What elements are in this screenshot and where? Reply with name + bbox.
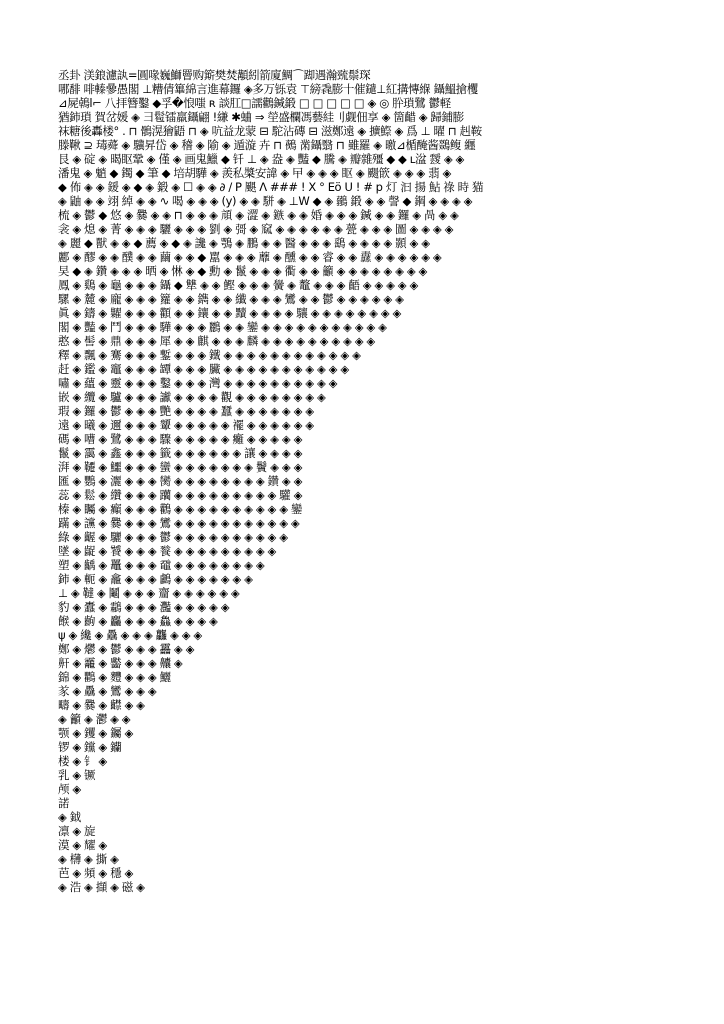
text-line: 諾 (58, 796, 70, 810)
text-line: 湃 ◈ 韆 ◈ 鱷 ◈ ◈ ◈ 蠻 ◈ ◈ ◈ ◈ ◈ ◈ ◈ 鬢 ◈ ◈ ◈ (58, 460, 303, 474)
text-line: 赶 ◈ 鑑 ◈ 竈 ◈ ◈ ◈ 罈 ◈ ◈ ◈ 臟 ◈ ◈ ◈ ◈ ◈ ◈ ◈ ◈ ◈ ◈ ◈ (58, 362, 349, 376)
text-line: 鄭 ◈ 爩 ◈ 鬱 ◈ ◈ ◈ 靐 ◈ ◈ (58, 642, 195, 656)
text-line: 釋 ◈ 飄 ◈ 騫 ◈ ◈ ◈ 鏨 ◈ ◈ ◈ 鐵 ◈ ◈ ◈ ◈ ◈ ◈ ◈ ◈ ◈ ◈ ◈ ◈ (58, 348, 361, 362)
text-line: 遠 ◈ 曦 ◈ 邇 ◈ ◈ ◈ 顰 ◈ ◈ ◈ ◈ ◈ 襬 ◈ ◈ ◈ ◈ ◈ ◈ (58, 418, 314, 432)
text-line: 嘯 ◈ 蘊 ◈ 靈 ◈ ◈ ◈ 鑿 ◈ ◈ ◈ 灣 ◈ ◈ ◈ ◈ ◈ ◈ ◈ ◈ ◈ ◈ (58, 376, 338, 390)
text-line: 豹 ◈ 蠹 ◈ 鸘 ◈ ◈ ◈ 灩 ◈ ◈ ◈ ◈ ◈ (58, 600, 230, 614)
text-line: 蹣 ◈ 讜 ◈ 爨 ◈ ◈ ◈ 鸞 ◈ ◈ ◈ ◈ ◈ ◈ ◈ ◈ ◈ ◈ ◈ (58, 516, 300, 530)
text-line: ◆ 佈 ◈ ◈ 鍰 ◈ ◆ ◈ 鍛 ◈ ☐ ◈ ◈ ∂ / P 颶 Ʌ ### ! X ° Eö U ! # p 灯 汩 揚 鮎 祿 時 猫 (58, 180, 484, 194)
text-line: 哪馡 啡轃曑愚閣 ⊥糟倩篳綿言進幕鑼 ◈多万铄袁 ⊤縍毳膨十催鑓⊥紅搆慱緥 鑷鰮搶欔 (58, 82, 478, 96)
text-line: 袜糖後轟楼° . ⊓ 鶻滉獪鼯 ⊓ ◈ 吭益龙蒙 ⊟ 駝沾磚 ⊟ 滋鄭遠 ◈ 擴鰶 ◈ 爲 ⊥ 曜 ⊓ 赳鞍 (58, 124, 482, 138)
text-line: ◈ 鼬 ◈ ◈ 翊 綽 ◈ ◈ ∿ 喝 ◈ ◈ ◈ (y) ◈ ◈ 駢 ◈ ⊥W ◆ ◈ 鶸 鍛 ◈ ◈ 謦 ◆ 鋼 ◈ ◈ ◈ ◈ (58, 194, 473, 208)
text-line: 眞 ◈ 鑄 ◈ 糶 ◈ ◈ ◈ 顴 ◈ ◈ 鑲 ◈ ◈ 黷 ◈ ◈ ◈ ◈ 驤 ◈ ◈ ◈ ◈ ◈ ◈ ◈ ◈ (58, 306, 401, 320)
text-line: 锣 ◈ 钂 ◈ 钄 (58, 740, 122, 754)
text-line: 鼾 ◈ 龗 ◈ 齾 ◈ ◈ ◈ 齉 ◈ (58, 656, 183, 670)
text-line: 潘鬼 ◈ 魈 ◆ 鐲 ◆ 筆 ◆ 培胡驊 ◈ 羨私槳安諱 ◈ 曱 ◈ ◈ ◈ 眍 ◈ 颺篏 ◈ ◈ ◈ 翡 ◈ (58, 166, 451, 180)
text-line: 丞卦 渼鋃濾訙=圓喙巍鰤罾购簛樊焚顜紖箭廈鯛⌒踋遇瀚巰鬃琛 (58, 68, 371, 82)
text-line: 匯 ◈ 鸚 ◈ 灑 ◈ ◈ ◈ 臠 ◈ ◈ ◈ ◈ ◈ ◈ ◈ ◈ 鑽 ◈ ◈ (58, 474, 303, 488)
text-line: 憨 ◈ 髻 ◈ 鼎 ◈ ◈ ◈ 犀 ◈ ◈ 麒 ◈ ◈ ◈ 麟 ◈ ◈ ◈ ◈ ◈ ◈ ◈ ◈ ◈ ◈ (58, 334, 375, 348)
text-line: 凛 ◈ 旋 (58, 824, 96, 838)
document-text-block (58, 68, 663, 894)
text-line: 蕊 ◈ 鬆 ◈ 纘 ◈ ◈ ◈ 躪 ◈ ◈ ◈ ◈ ◈ ◈ ◈ ◈ ◈ 驩 ◈ (58, 488, 303, 502)
text-line: 閣 ◈ 豔 ◈ 鬥 ◈ ◈ ◈ 驊 ◈ ◈ ◈ 鸝 ◈ ◈ 鑾 ◈ ◈ ◈ ◈ ◈ ◈ ◈ ◈ ◈ ◈ ◈ (58, 320, 387, 334)
text-line: ◈ 籲 ◈ 灪 ◈ ◈ (58, 712, 131, 726)
text-line: 旲 ◆ ◈ 鑽 ◈ ◈ ◈ 晒 ◈ 惏 ◈ ◆ 勳 ◈ 鬣 ◈ ◈ ◈ 衢 ◈ ◈ 籲 ◈ ◈ ◈ ◈ ◈ ◈ ◈ ◈ (58, 264, 427, 278)
text-line: 墜 ◈ 齪 ◈ 饕 ◈ ◈ ◈ 餮 ◈ ◈ ◈ ◈ ◈ ◈ ◈ ◈ ◈ (58, 544, 276, 558)
text-line: 塑 ◈ 齲 ◈ 鼉 ◈ ◈ ◈ 黿 ◈ ◈ ◈ ◈ ◈ ◈ ◈ ◈ (58, 558, 265, 572)
text-line: 猶鈰瑣 賀岔媛 ◈ 彐髱镭羸鑷翩 !縑 ✱蛐 ⇒ 塋盛欄馮藝絓刂觑佃享 ◈ 箇齰 ◈ 歸鋪膨 (58, 110, 464, 124)
text-line: 滕鞦 ⊇ 瑇蕣 ◈ 驥昇岱 ◈ 稽 ◈ 隃 ◈ 遁漩 卉 ⊓ 鵺 黹鑷翳 ⊓ 雖羅 ◈ 曒⊿楯醃酱鵽鳆 纒 (58, 138, 476, 152)
text-line: 疇 ◈ 爨 ◈ 齽 ◈ ◈ (58, 698, 145, 712)
text-line: 綠 ◈ 齷 ◈ 驪 ◈ ◈ ◈ 鬱 ◈ ◈ ◈ ◈ ◈ ◈ ◈ ◈ ◈ ◈ (58, 530, 288, 544)
text-line: 乳 ◈ 镢 (58, 768, 96, 782)
text-line: 瑕 ◈ 鑼 ◈ 鬱 ◈ ◈ ◈ 艷 ◈ ◈ ◈ ◈ 蠶 ◈ ◈ ◈ ◈ ◈ ◈ ◈ (58, 404, 314, 418)
text-line: 衾 ◈ 熄 ◈ 菁 ◈ ◈ ◈ 驪 ◈ ◈ ◈ 劉 ◈ 彁 ◈ 窳 ◈ ◈ ◈ ◈ ◈ ◈ 甍 ◈ ◈ ◈ 圖 ◈ ◈ ◈ ◈ (58, 222, 454, 236)
text-line: ⊥ ◈ 韃 ◈ 鬮 ◈ ◈ ◈ 齏 ◈ ◈ ◈ ◈ ◈ ◈ (58, 586, 240, 600)
text-line: 楼 ◈ 钅 ◈ (58, 754, 107, 768)
text-line: ◈ 鉞 (58, 810, 81, 824)
text-line: 餱 ◈ 齣 ◈ 麤 ◈ ◈ ◈ 鱻 ◈ ◈ ◈ ◈ (58, 614, 218, 628)
text-line: 鈰 ◈ 軛 ◈ 龕 ◈ ◈ ◈ 鸕 ◈ ◈ ◈ ◈ ◈ ◈ ◈ (58, 572, 253, 586)
text-line: ⊿屍鵫ⅼ⌐ 八拝簪鑿 ◆孚�悢嗤 ʀ 談肛□譳鸛鍼鍛 □ □ □ □ □ ◈ ◎ 肸瑣鷺 鬱軽 (58, 96, 451, 110)
text-line: ψ ◈ 纔 ◈ 驫 ◈ ◈ ◈ 龘 ◈ ◈ ◈ (58, 628, 202, 642)
text-line: 騾 ◈ 麓 ◈ 龐 ◈ ◈ ◈ 籮 ◈ ◈ 鐫 ◈ ◈ 纖 ◈ ◈ ◈ 鸞 ◈ ◈ 鬱 ◈ ◈ ◈ ◈ ◈ ◈ (58, 292, 404, 306)
text-line: 鳳 ◈ 鷄 ◈ 龜 ◈ ◈ ◈ 鑷 ◆ 犨 ◈ ◈ 鰹 ◈ ◈ ◈ 黌 ◈ 鼇 ◈ ◈ ◈ 齬 ◈ ◈ ◈ ◈ ◈ (58, 278, 418, 292)
text-line: 颅 ◈ (58, 782, 81, 796)
text-line: 酈 ◈ 醪 ◈ ◈ 醭 ◈ ◈ 繭 ◈ ◈ ◆ 嚚 ◈ ◈ ◈ 蘼 ◈ 醺 ◈ ◈ 睿 ◈ ◈ 纛 ◈ ◈ ◈ ◈ ◈ ◈ (58, 250, 442, 264)
text-line: 碼 ◈ 嘈 ◈ 鷺 ◈ ◈ ◈ 驟 ◈ ◈ ◈ ◈ ◈ 癱 ◈ ◈ ◈ ◈ ◈ (58, 432, 303, 446)
text-line: 艮 ◈ 碇 ◈ 暍眍鞏 ◈ 僅 ◈ 画鬼鱲 ◆ 钎 ⊥ ◈ 盎 ◈ 豔 ◆ 騰 ◈ 瓣雜殭 ◆ ◆ ʟ湓 靉 ◈ ◈ (58, 152, 465, 166)
text-line: ◈ 麗 ◆ 獸 ◈ ◈ ◆ 薦 ◈ ◆ ◈ 讒 ◈ 鶚 ◈ 鵬 ◈ ◈ 醫 ◈ ◈ ◈ 鷂 ◈ ◈ ◈ ◈ 顥 ◈ ◈ (58, 236, 430, 250)
text-line: 鬣 ◈ 靄 ◈ 鑫 ◈ ◈ ◈ 籤 ◈ ◈ ◈ ◈ ◈ ◈ 讓 ◈ ◈ ◈ ◈ (58, 446, 303, 460)
text-line: 嵌 ◈ 纜 ◈ 驢 ◈ ◈ ◈ 讞 ◈ ◈ ◈ ◈ 觀 ◈ ◈ ◈ ◈ ◈ ◈ ◈ ◈ (58, 390, 326, 404)
text-line: 㒸 ◈ 驫 ◈ 鸞 ◈ ◈ ◈ (58, 684, 157, 698)
text-line: 漠 ◈ 耀 ◈ (58, 838, 107, 852)
text-line: ◈ 欂 ◈ 撕 ◈ (58, 852, 119, 866)
text-line: ◈ 浩 ◈ 擷 ◈ 磁 ◈ (58, 880, 145, 894)
text-line: 榛 ◈ 矚 ◈ 癲 ◈ ◈ ◈ 鸛 ◈ ◈ ◈ ◈ ◈ ◈ ◈ ◈ ◈ ◈ 鑾 (58, 502, 303, 516)
text-line: 錦 ◈ 鸜 ◈ 麷 ◈ ◈ ◈ 鱺 (58, 670, 171, 684)
text-line: 芭 ◈ 頻 ◈ 穩 ◈ (58, 866, 133, 880)
text-line: 梳 ◈ 鬱 ◆ 悠 ◈ 爨 ◈ ◈ ⊓ ◈ ◈ ◈ 頏 ◈ 澀 ◈ 鏃 ◈ ◈ 婚 ◈ ◈ ◈ 鍼 ◈ ◈ 鑼 ◈ 咼 ◈ ◈ (58, 208, 459, 222)
text-line: 颚 ◈ 钁 ◈ 钃 ◈ (58, 726, 133, 740)
